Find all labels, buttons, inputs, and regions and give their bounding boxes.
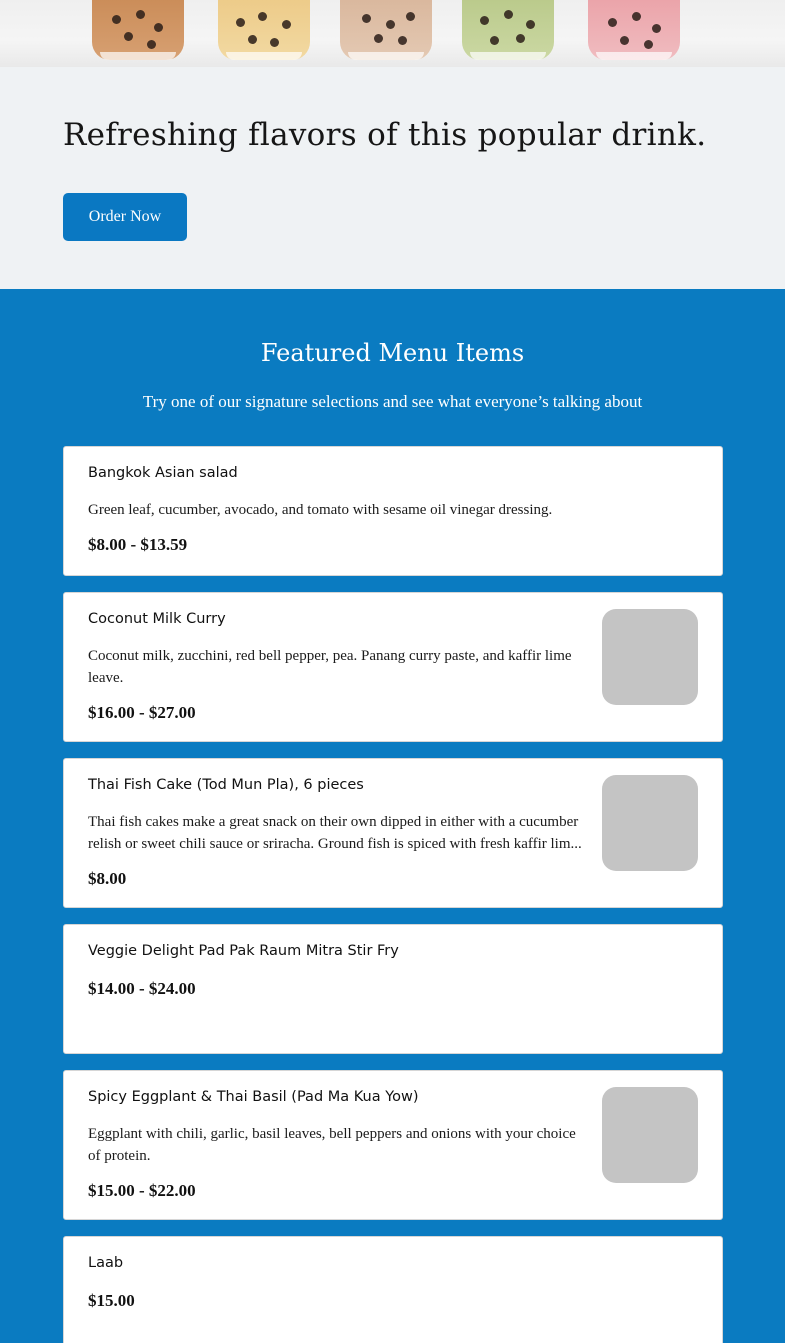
menu-item-price: $8.00: [88, 869, 127, 888]
menu-item-card[interactable]: [63, 592, 723, 742]
order-now-button[interactable]: Order Now: [63, 193, 187, 241]
menu-item-description: Coconut milk, zucchini, red bell pepper, pea. Panang curry paste, and kaffir lime leave.: [88, 648, 572, 686]
menu-item-card[interactable]: [63, 1236, 723, 1343]
menu-item-name: Thai Fish Cake (Tod Mun Pla), 6 pieces: [88, 777, 364, 793]
bubble-tea-cup-image: [462, 0, 554, 60]
menu-item-price: $15.00 - $22.00: [88, 1181, 196, 1200]
hero-image: [0, 0, 785, 67]
menu-item-image-placeholder[interactable]: [602, 1087, 698, 1183]
hero-section: [0, 67, 785, 289]
menu-item-image-placeholder[interactable]: [602, 775, 698, 871]
bubble-tea-cup-image: [340, 0, 432, 60]
featured-subtitle: Try one of our signature selections and see what everyone’s talking about: [142, 392, 643, 411]
menu-item-description: Thai fish cakes make a great snack on their own dipped in either with a cucumber relish or sweet chili sauce or sriracha. Ground fish is spiced with fresh kaffir lim...: [88, 814, 582, 852]
featured-title: Featured Menu Items: [260, 339, 525, 367]
menu-item-description: Eggplant with chili, garlic, basil leaves, bell peppers and onions with your choice of protein.: [88, 1126, 576, 1164]
menu-item-price: $8.00 - $13.59: [88, 535, 188, 554]
menu-item-card[interactable]: [63, 446, 723, 576]
menu-item-price: $16.00 - $27.00: [88, 703, 196, 722]
featured-menu-section: [0, 289, 785, 1343]
menu-item-image-placeholder[interactable]: [602, 609, 698, 705]
menu-item-name: Veggie Delight Pad Pak Raum Mitra Stir Fry: [88, 943, 399, 959]
menu-item-name: Bangkok Asian salad: [88, 465, 238, 481]
hero-title: Refreshing flavors of this popular drink.: [63, 117, 707, 153]
menu-item-price: $14.00 - $24.00: [88, 979, 196, 998]
bubble-tea-cup-image: [92, 0, 184, 60]
menu-item-name: Coconut Milk Curry: [88, 611, 226, 627]
menu-item-price: $15.00: [88, 1291, 135, 1310]
menu-item-name: Spicy Eggplant & Thai Basil (Pad Ma Kua Yow): [88, 1089, 419, 1105]
menu-item-description: Green leaf, cucumber, avocado, and tomato with sesame oil vinegar dressing.: [88, 502, 553, 518]
menu-item-card[interactable]: [63, 1070, 723, 1220]
bubble-tea-cup-image: [218, 0, 310, 60]
bubble-tea-cup-image: [588, 0, 680, 60]
menu-item-name: Laab: [88, 1255, 124, 1271]
menu-item-card[interactable]: [63, 758, 723, 908]
menu-item-card[interactable]: [63, 924, 723, 1054]
